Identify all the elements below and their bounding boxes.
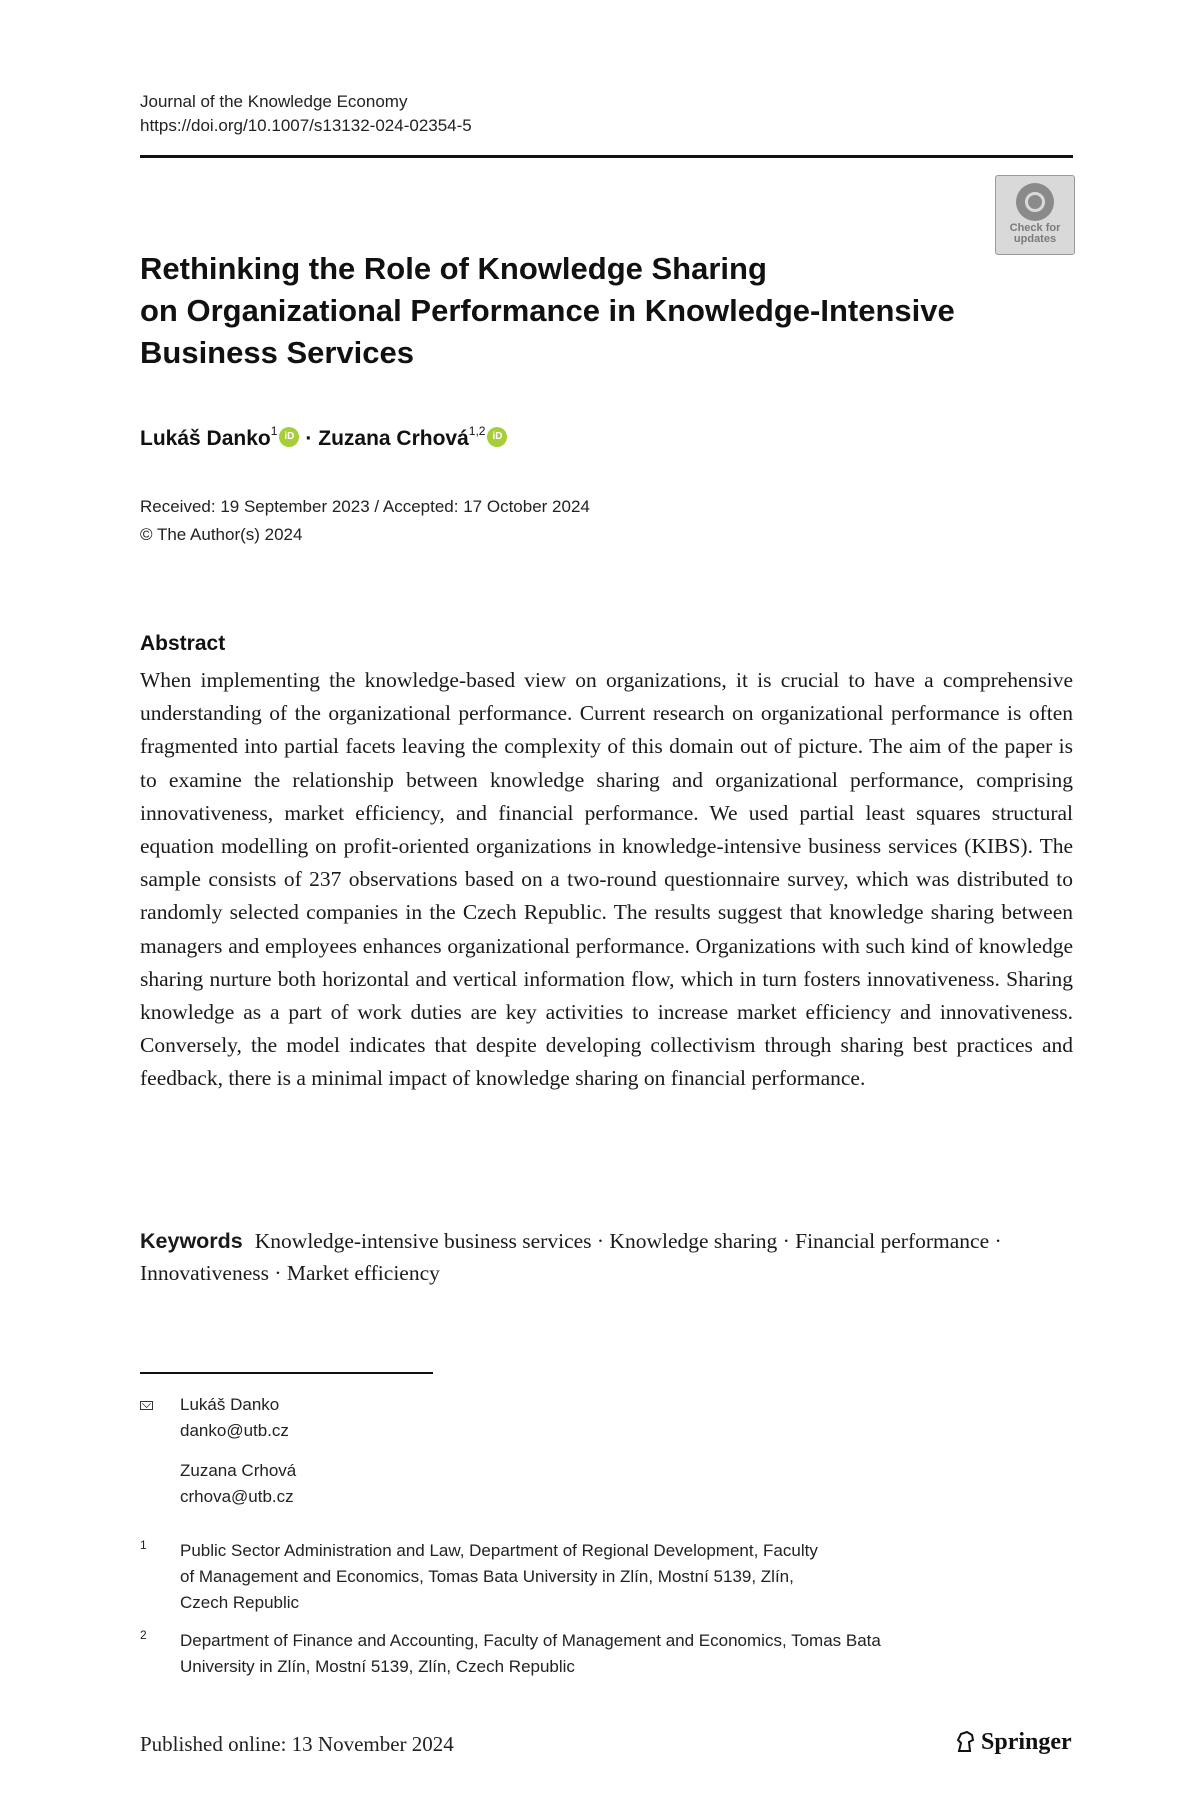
doi-link[interactable]: https://doi.org/10.1007/s13132-024-02354-5	[140, 116, 472, 135]
journal-header	[140, 90, 472, 138]
orcid-icon[interactable]	[487, 427, 507, 447]
title-line: Business Services	[140, 335, 415, 370]
affiliation-number: 2	[140, 1628, 147, 1642]
contact-email[interactable]: danko@utb.cz	[180, 1421, 289, 1440]
article-title	[140, 248, 960, 374]
envelope-icon	[140, 1401, 153, 1410]
badge-label: Check for updates	[1009, 222, 1061, 245]
check-for-updates-icon	[1016, 183, 1054, 221]
keywords-list: Knowledge-intensive business services · Knowledge sharing · Financial performance · Innovativeness · Market efficiency	[140, 1229, 1002, 1285]
keywords-block	[140, 1225, 1073, 1289]
abstract-body: When implementing the knowledge-based view on organizations, it is crucial to have a comprehensive understanding of the organizational performance. Current research on organizational performance is often fragmented into partial facets leaving the complexity of this domain out of picture. The aim of the paper is to examine the relationship between knowledge sharing and organizational performance, comprising innovativeness, market efficiency, and financial performance. We used partial least squares structural equation modelling on profit-oriented organizations in knowledge-intensive business services (KIBS). The sample consists of 237 observations based on a two-round questionnaire survey, which was distributed to randomly selected companies in the Czech Republic. The results suggest that knowledge sharing between managers and employees enhances organizational performance. Organizations with such kind of knowledge sharing nurture both horizontal and vertical information flow, which in turn fosters innovativeness. Sharing knowledge as a part of work duties are key activities to increase market efficiency and innovativeness. Conversely, the model indicates that despite developing collectivism through sharing best practices and feedback, there is a minimal impact of knowledge sharing on financial performance.	[140, 668, 1073, 1091]
footnote-rule	[140, 1372, 433, 1374]
received-accepted-dates: Received: 19 September 2023 / Accepted: 17 October 2024	[140, 497, 590, 516]
contact-name: Lukáš Danko	[180, 1395, 280, 1414]
author-list	[140, 416, 513, 454]
check-for-updates-badge[interactable]	[995, 175, 1075, 255]
keywords-label: Keywords	[140, 1229, 243, 1253]
header-rule	[140, 155, 1073, 158]
corresponding-author	[180, 1392, 289, 1444]
affiliation-number: 1	[140, 1538, 147, 1552]
contact-name: Zuzana Crhová	[180, 1461, 297, 1480]
publisher-name: Springer	[981, 1729, 1072, 1755]
affiliation-line: University in Zlín, Mostní 5139, Zlín, Czech Republic	[180, 1657, 575, 1676]
journal-name: Journal of the Knowledge Economy	[140, 92, 408, 111]
affiliation-2	[180, 1628, 1040, 1680]
author-affiliation-mark: 1	[270, 424, 278, 438]
contact-email[interactable]: crhova@utb.cz	[180, 1487, 294, 1506]
author-name: Lukáš Danko	[140, 427, 271, 450]
author-separator: ·	[305, 427, 313, 450]
author-name: Zuzana Crhová	[318, 427, 469, 450]
affiliation-1	[180, 1538, 1040, 1616]
affiliation-line: Department of Finance and Accounting, Faculty of Management and Economics, Tomas Bata	[180, 1631, 881, 1650]
orcid-icon[interactable]	[279, 427, 299, 447]
co-author-contact	[180, 1458, 296, 1510]
copyright-line: © The Author(s) 2024	[140, 525, 303, 544]
affiliation-line: Public Sector Administration and Law, Department of Regional Development, Faculty	[180, 1541, 818, 1560]
published-date: Published online: 13 November 2024	[140, 1732, 454, 1756]
article-history	[140, 493, 590, 549]
title-line: on Organizational Performance in Knowledge-Intensive	[140, 293, 955, 328]
springer-horse-icon	[955, 1731, 975, 1753]
springer-logo	[955, 1726, 1072, 1758]
author-affiliation-mark: 1,2	[468, 424, 486, 438]
title-line: Rethinking the Role of Knowledge Sharing	[140, 251, 767, 286]
abstract-heading: Abstract	[140, 632, 226, 655]
affiliation-line: of Management and Economics, Tomas Bata University in Zlín, Mostní 5139, Zlín,	[180, 1567, 794, 1586]
affiliation-line: Czech Republic	[180, 1593, 300, 1612]
